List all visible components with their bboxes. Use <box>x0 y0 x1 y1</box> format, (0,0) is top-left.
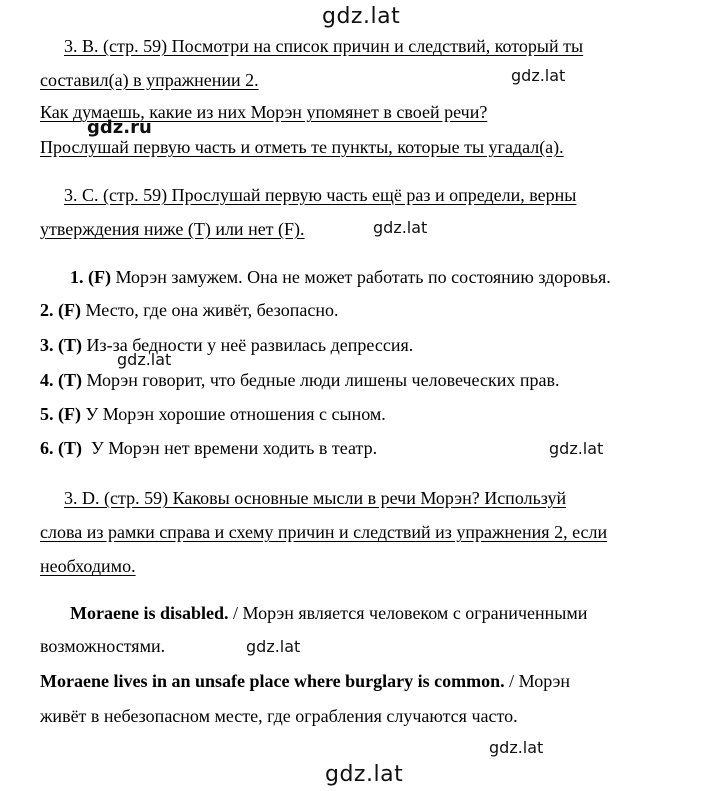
watermark: gdz.lat <box>117 350 172 369</box>
answer-russian: / Морэн является человеком с ограниченными <box>228 603 588 623</box>
section-c-heading: 3. C. (стр. 59) Прослушай первую часть ещё раз и определи, верны <box>64 185 577 205</box>
section-b-text: Как думаешь, какие из них Морэн упомянет в своей речи? <box>40 102 488 122</box>
watermark: gdz.lat <box>549 439 604 458</box>
statement-item <box>70 266 611 288</box>
answer-line: возможностями. <box>40 636 166 656</box>
statement-text: У Морэн хорошие отношения с сыном. <box>80 404 386 424</box>
statement-text: Морэн замужем. Она не может работать по состоянию здоровья. <box>110 267 611 287</box>
answer-russian: / Морэн <box>504 671 571 691</box>
answer-line <box>40 670 570 692</box>
section-c-text: утверждения ниже (T) или нет (F). <box>40 219 305 239</box>
answer-mark: 3. (T) <box>40 335 82 355</box>
watermark: gdz.lat <box>511 66 566 85</box>
watermark: gdz.lat <box>322 4 401 29</box>
watermark: gdz.ru <box>87 117 152 138</box>
section-d-text: необходимо. <box>40 556 136 576</box>
section-d-text: слова из рамки справа и схему причин и следствий из упражнения 2, если <box>40 522 608 542</box>
statement-text: Из-за бедности у неё развилась депрессия. <box>82 335 414 355</box>
statement-text: Место, где она живёт, безопасно. <box>80 300 339 320</box>
watermark: gdz.lat <box>325 762 404 787</box>
section-b-heading: 3. B. (стр. 59) Посмотри на список причин и следствий, который ты <box>64 36 584 56</box>
statement-item <box>40 334 413 356</box>
section-b-text: Прослушай первую часть и отметь те пункты, которые ты угадал(а). <box>40 137 564 157</box>
section-b-text: составил(а) в упражнении 2. <box>40 70 259 90</box>
watermark: gdz.lat <box>246 637 301 656</box>
answer-mark: 4. (T) <box>40 370 82 390</box>
watermark: gdz.lat <box>489 738 544 757</box>
answer-line: живёт в небезопасном месте, где ограбления случаются часто. <box>40 706 518 726</box>
statement-item <box>40 437 377 459</box>
answer-mark: 2. (F) <box>40 300 81 320</box>
statement-text: У Морэн нет времени ходить в театр. <box>82 438 378 458</box>
answer-mark: 6. (T) <box>40 438 82 458</box>
statement-item <box>40 299 339 321</box>
statement-item <box>40 403 386 425</box>
answer-english: Moraene lives in an unsafe place where burglary is common. <box>40 671 505 691</box>
answer-mark: 5. (F) <box>40 404 81 424</box>
section-d-heading: 3. D. (стр. 59) Каковы основные мысли в речи Морэн? Используй <box>64 488 567 508</box>
answer-mark: 1. (F) <box>70 267 111 287</box>
answer-english: Moraene is disabled. <box>70 603 229 623</box>
watermark: gdz.lat <box>373 218 428 237</box>
statement-item <box>40 369 559 391</box>
statement-text: Морэн говорит, что бедные люди лишены человеческих прав. <box>82 370 560 390</box>
answer-line <box>70 602 587 624</box>
